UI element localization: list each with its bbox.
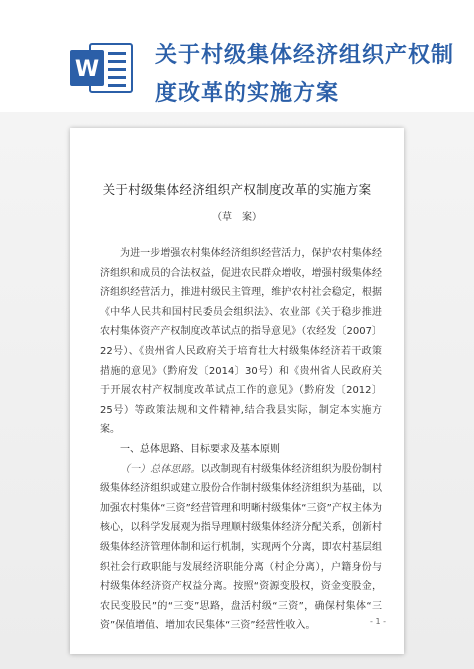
subsection-lead: （一）总体思路。 <box>120 463 201 475</box>
section-heading: 一、总体思路、目标要求及基本原则 <box>120 443 280 455</box>
document-subtitle: （草 案） <box>212 212 262 223</box>
document-body <box>100 244 382 636</box>
header-banner <box>0 0 474 112</box>
intro-paragraph: 为进一步增强农村集体经济组织经营活力，保护农村集体经济组织和成员的合法权益，促进农民群众增收，增强村级集体经济组织经营活力，推进村级民主管理，维护农村社会稳定，根据《中华人民共和国村民委员会组织法》、农业部《关于稳步推进农村集体资产产权制度改革试点的指导意见》（农经发〔2007〕22号）、《贵州省人民政府关于培育壮大村级集体经济若干政策措施的意见》（黔府发〔2014〕30号）和《贵州省人民政府关于开展农村产权制度改革试点工作的意见》（黔府发〔2012〕25号）等政策法规和文件精神,结合我县实际，制定本实施方案。 <box>100 248 382 436</box>
word-document-icon <box>68 40 134 96</box>
page-title: 关于村级集体经济组织产权制度改革的实施方案 <box>155 42 455 106</box>
document-title: 关于村级集体经济组织产权制度改革的实施方案 <box>102 182 372 197</box>
page-number: - 1 - <box>370 617 386 626</box>
section-paragraph <box>100 460 382 636</box>
word-logo-letter: W <box>74 57 100 82</box>
document-page <box>70 128 404 654</box>
subsection-text: 以改制现有村级集体经济组织为股份制村级集体经济组织或建立股份合作制村级集体经济组织为基础，以加强农村集体“三资”经营管理和明晰村级集体“三资”产权主体为核心，以科学发展观为指导理顺村级集体经济分配关系，创新村级集体经济管理体制和运行机制，实现两个分离，即农村基层组织社会行政职能与发展经济职能分离（村企分离），户籍身份与村级集体经济资产权益分离。按照“资源变股权，资金变股金，农民变股民”的“三变”思路，盘活村级“三资”，确保村集体“三资”保值增值、增加农民集体“三资”经营性收入。 <box>100 463 383 632</box>
